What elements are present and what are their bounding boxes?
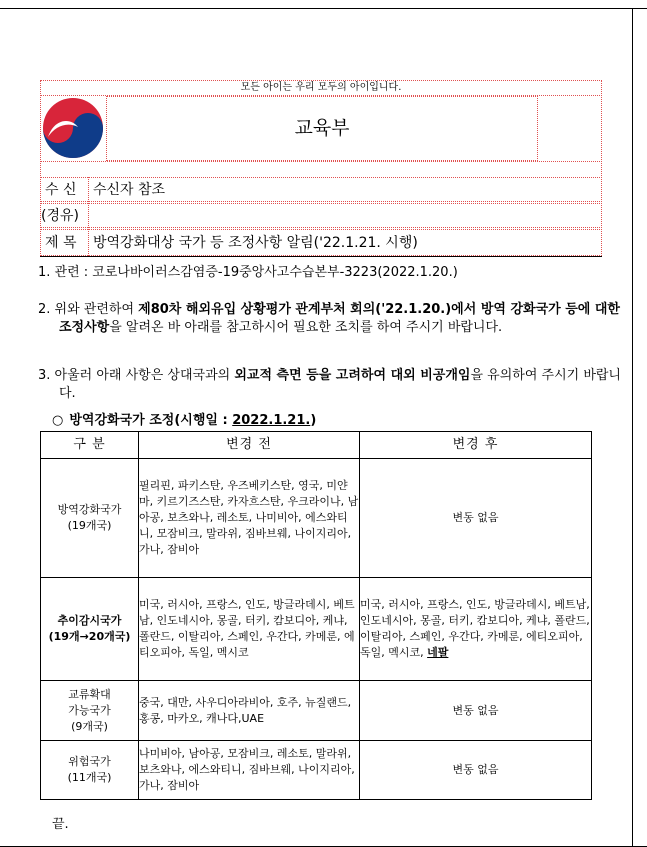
subject-value: 방역강화대상 국가 등 조정사항 알림('22.1.21. 시행)	[93, 235, 418, 251]
item-2-paragraph	[38, 301, 625, 337]
country-adjustment-table	[40, 431, 592, 800]
table-row	[41, 459, 592, 578]
item-2-pre: 2. 위와 관련하여	[38, 302, 139, 317]
circle-bullet: ○	[52, 413, 64, 428]
category-cell	[41, 578, 139, 681]
category-cell	[41, 741, 139, 800]
header-after: 변경 후	[360, 432, 592, 459]
end-mark: 끝.	[52, 817, 69, 832]
table-row	[41, 578, 592, 681]
recipient-value: 수신자 참조	[93, 182, 166, 198]
table-row	[41, 741, 592, 800]
item-3-pre: 3. 아울러 아래 사항은 상대국과의	[38, 368, 235, 383]
item-2-bold: 제80차 해외유입 상황평가 관계부처 회의('22.1.20.)에서 방역 강화국가 등에 대한 조정사항	[59, 302, 620, 335]
org-name: 교육부	[294, 117, 350, 139]
table-header-row	[41, 432, 592, 459]
section-heading	[52, 409, 316, 428]
before-cell: 중국, 대만, 사우디아라비아, 호주, 뉴질랜드, 홍콩, 마카오, 캐나다,UAE	[139, 681, 360, 741]
recipient-label: 수 신	[45, 182, 77, 198]
item-1-related: 1. 관련 : 코로나바이러스감염증-19중앙사고수습본부-3223(2022.1.20.)	[38, 265, 458, 280]
category-count: (11개국)	[67, 771, 112, 784]
header-before: 변경 전	[139, 432, 360, 459]
item-3-post: 을 유의하여 주시기 바랍니다.	[59, 368, 621, 401]
via-label: (경유)	[41, 208, 79, 224]
category-name: 추이감시국가	[57, 614, 122, 627]
after-cell: 변동 없음	[360, 741, 592, 800]
taegeuk-emblem-icon	[42, 97, 104, 159]
after-cell	[360, 578, 592, 681]
after-list: 미국, 러시아, 프랑스, 인도, 방글라데시, 베트남, 인도네시아, 몽골, 터키, 캄보디아, 케냐, 폴란드, 이탈리아, 스페인, 우간다, 카메룬, 에티오피아, 독일, 멕시코,	[360, 598, 590, 659]
header-category: 구 분	[41, 432, 139, 459]
after-cell: 변동 없음	[360, 681, 592, 741]
subject-underline	[40, 256, 602, 257]
category-cell	[41, 459, 139, 578]
category-count: (19개국)	[67, 519, 112, 532]
slogan: 모든 아이는 우리 모두의 아이입니다.	[240, 82, 402, 93]
item-3-bold: 외교적 측면 등을 고려하여 대외 비공개임	[234, 368, 471, 383]
item-3-paragraph	[38, 367, 625, 403]
category-cell	[41, 681, 139, 741]
before-cell: 미국, 러시아, 프랑스, 인도, 방글라데시, 베트남, 인도네시아, 몽골, 터키, 캄보디아, 케냐, 폴란드, 이탈리아, 스페인, 우간다, 카메룬, 에티오피아, 독일, 멕시코	[139, 578, 360, 681]
page-right-border	[632, 8, 633, 847]
item-2-post: 을 알려온 바 아래를 참고하시어 필요한 조치를 하여 주시기 바랍니다.	[109, 320, 503, 335]
category-name: 교류확대 가능국가	[68, 687, 111, 717]
section-heading-title: 방역강화국가 조정(시행일 :	[69, 413, 233, 428]
effective-date: 2022.1.21.	[232, 413, 311, 428]
after-cell: 변동 없음	[360, 459, 592, 578]
category-count: (9개국)	[71, 719, 108, 733]
before-cell: 나미비아, 남아공, 모잠비크, 레소토, 말라위, 보츠와나, 에스와티니, 짐바브웨, 나이지리아, 가나, 잠비아	[139, 741, 360, 800]
category-name: 방역강화국가	[57, 503, 122, 516]
added-country: 네팔	[427, 646, 449, 659]
category-count: (19개→20개국)	[48, 630, 131, 643]
table-row	[41, 681, 592, 741]
page-top-border	[0, 8, 647, 9]
before-cell: 필리핀, 파키스탄, 우즈베키스탄, 영국, 미얀마, 키르기즈스탄, 카자흐스탄, 우크라이나, 남아공, 보츠와나, 레소토, 나미비아, 에스와티니, 모잠비크, 말라위, 짐바브웨, 나이지리아, 가나, 잠비아	[139, 459, 360, 578]
section-heading-close: )	[310, 413, 317, 428]
subject-label: 제 목	[45, 235, 77, 251]
category-name: 위험국가	[68, 755, 111, 768]
